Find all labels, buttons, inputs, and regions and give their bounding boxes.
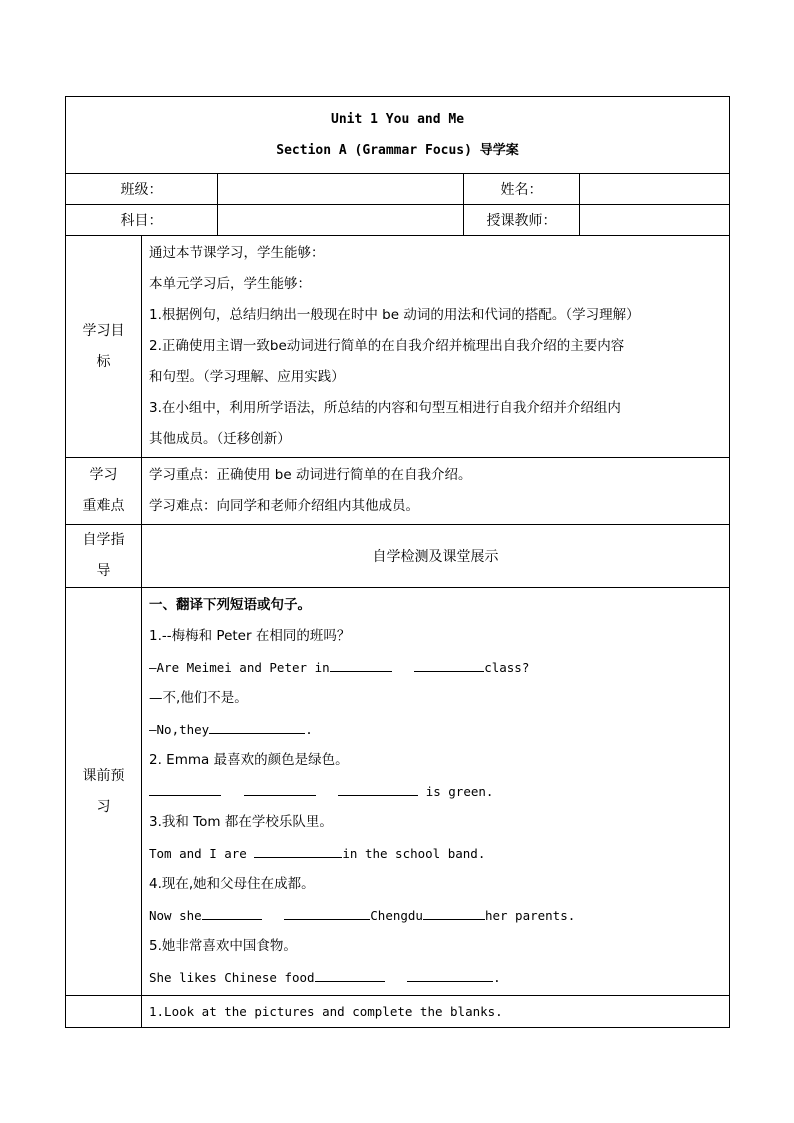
q2-blank-2[interactable] [244, 781, 316, 796]
keypoints-label-2: 重难点 [82, 498, 125, 514]
q4-chinese: 4.现在,她和父母住在成都。 [149, 876, 315, 892]
q1-text-a: —Are Meimei and Peter in [149, 660, 330, 675]
q4-text-c: her parents. [484, 908, 576, 923]
preview-label-1: 课前预 [82, 767, 125, 784]
class-label: 班级： [66, 174, 218, 205]
q1-chinese-answer: —不,他们不是。 [149, 690, 248, 706]
objective-line: 和句型。（学习理解、应用实践） [149, 369, 345, 385]
teacher-label: 授课教师： [464, 205, 580, 236]
title-row [66, 97, 730, 174]
activity-instruction: 1.Look at the pictures and complete the blanks. [149, 1004, 503, 1019]
selfstudy-label-cell [66, 525, 142, 588]
q1-answer-blank[interactable] [209, 719, 305, 734]
subject-label: 科目： [66, 205, 218, 236]
objectives-label-1: 学习目 [82, 322, 125, 339]
q2-blank-1[interactable] [149, 781, 221, 796]
unit-title: Unit 1 You and Me [331, 112, 465, 127]
class-row [66, 174, 730, 205]
q5-blank-1[interactable] [315, 967, 385, 982]
q5-blank-2[interactable] [407, 967, 493, 982]
objectives-content [142, 236, 730, 458]
q3-chinese: 3.我和 Tom 都在学校乐队里。 [149, 814, 333, 830]
selfstudy-label-2: 导 [96, 563, 111, 579]
preview-heading: 一、翻译下列短语或句子。 [149, 597, 311, 613]
q3-text-a: Tom and I are [149, 846, 247, 861]
q2-english [149, 776, 722, 807]
subject-row [66, 205, 730, 236]
worksheet [65, 96, 729, 1028]
keypoints-label-1: 学习 [89, 467, 118, 483]
q5-text-end: . [493, 970, 501, 985]
q5-text-a: She likes Chinese food [149, 970, 315, 985]
selfstudy-content: 自学检测及课堂展示 [142, 525, 730, 588]
q2-chinese: 2. Emma 最喜欢的颜色是绿色。 [149, 752, 349, 768]
objectives-label-2: 标 [96, 353, 111, 370]
q1-blank-2[interactable] [414, 657, 484, 672]
q1-answer-text: —No,they [149, 722, 210, 737]
subject-value[interactable] [218, 205, 464, 236]
selfstudy-row [66, 525, 730, 588]
objective-line: 通过本节课学习，学生能够： [149, 245, 325, 261]
class-value[interactable] [218, 174, 464, 205]
keypoints-label-cell [66, 458, 142, 525]
worksheet-table [65, 96, 730, 1028]
section-title: Section A (Grammar Focus) 导学案 [276, 143, 519, 158]
name-label: 姓名： [464, 174, 580, 205]
preview-content [142, 588, 730, 996]
q2-blank-3[interactable] [338, 781, 418, 796]
objective-line: 1.根据例句，总结归纳出一般现在时中 be 动词的用法和代词的搭配。（学习理解） [149, 307, 640, 323]
preview-label-2: 习 [96, 798, 111, 815]
objective-line: 其他成员。（迁移创新） [149, 431, 291, 447]
q3-english [149, 838, 722, 869]
q2-text-end: is green. [425, 784, 494, 799]
q4-text-b: Chengdu [370, 908, 423, 923]
q4-blank-3[interactable] [423, 905, 485, 920]
keypoints-content [142, 458, 730, 525]
selfstudy-label-1: 自学指 [82, 532, 125, 548]
q5-chinese: 5.她非常喜欢中国食物。 [149, 938, 297, 954]
q4-text-a: Now she [149, 908, 202, 923]
q1-english [149, 652, 722, 683]
q1-english-answer [149, 714, 722, 745]
q1-answer-end: . [305, 722, 313, 737]
keypoints-row [66, 458, 730, 525]
activity-content [142, 996, 730, 1028]
q1-blank-1[interactable] [330, 657, 392, 672]
teacher-value[interactable] [580, 205, 730, 236]
q4-blank-2[interactable] [284, 905, 370, 920]
activity-label-cell [66, 996, 142, 1028]
objective-line: 2.正确使用主谓一致be动词进行简单的在自我介绍并梳理出自我介绍的主要内容 [149, 338, 625, 354]
key-focus: 学习重点：正确使用 be 动词进行简单的在自我介绍。 [149, 467, 472, 483]
key-difficulty: 学习难点：向同学和老师介绍组内其他成员。 [149, 498, 419, 514]
objective-line: 3.在小组中，利用所学语法，所总结的内容和句型互相进行自我介绍并介绍组内 [149, 400, 621, 416]
q1-chinese: 1.--梅梅和 Peter 在相同的班吗？ [149, 628, 351, 644]
q5-english [149, 962, 722, 993]
objectives-row [66, 236, 730, 458]
objective-line: 本单元学习后，学生能够： [149, 276, 311, 292]
title-cell [66, 97, 730, 174]
preview-label-cell [66, 588, 142, 996]
q4-blank-1[interactable] [202, 905, 262, 920]
q4-english [149, 900, 722, 931]
q1-text-b: class? [484, 660, 530, 675]
objectives-label-cell [66, 236, 142, 458]
activity-row [66, 996, 730, 1028]
preview-row [66, 588, 730, 996]
name-value[interactable] [580, 174, 730, 205]
q3-blank[interactable] [254, 843, 342, 858]
q3-text-b: in the school band. [342, 846, 486, 861]
